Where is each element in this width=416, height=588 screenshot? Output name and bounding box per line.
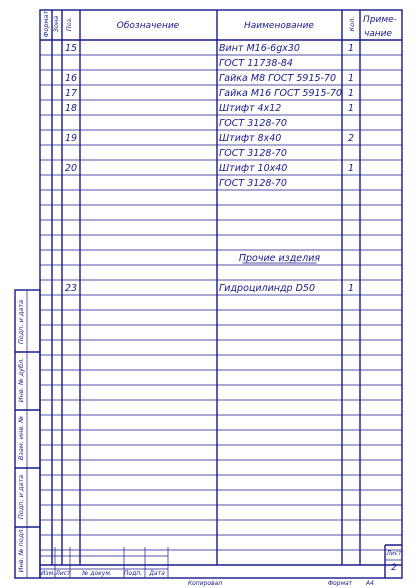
title-sheet-number: 2 <box>391 563 397 573</box>
footer-format-label: Формат <box>327 580 353 587</box>
header-zone: Зона <box>52 15 60 33</box>
row-qty: 1 <box>347 43 355 54</box>
header-name: Наименование <box>244 21 314 31</box>
row-name: Гайка М8 ГОСТ 5915-70 <box>219 73 337 84</box>
row-qty: 1 <box>347 73 355 84</box>
title-izm: Изм. <box>40 570 56 577</box>
side-label-sign-date-2: Подп. и дата <box>17 474 25 520</box>
header-pos: Поз. <box>65 16 73 32</box>
header-designation: Обозначение <box>116 21 180 31</box>
row-name: ГОСТ 3128-70 <box>219 178 287 189</box>
footer-format-value: А4 <box>366 580 374 587</box>
row-pos: 23 <box>65 283 78 294</box>
row-qty: 1 <box>347 88 355 99</box>
row-pos: 18 <box>65 103 78 114</box>
title-sheet-label: Лист <box>386 550 402 557</box>
row-pos: 15 <box>65 43 78 54</box>
side-label-sign-date-1: Подп. и дата <box>17 299 25 345</box>
section-title: Прочие изделия <box>238 253 321 264</box>
table-header <box>42 11 397 39</box>
header-qty: Кол. <box>348 16 356 32</box>
row-name: Гидроцилиндр D50 <box>219 283 315 294</box>
row-qty: 1 <box>347 283 355 294</box>
row-name: Штифт 10х40 <box>219 163 288 174</box>
binding-strip <box>17 300 25 573</box>
table-body <box>65 43 354 294</box>
side-label-dup-inventory: Инв. № дубл. <box>17 357 25 403</box>
row-name: ГОСТ 11738-84 <box>219 58 293 69</box>
row-name: ГОСТ 3128-70 <box>219 118 287 129</box>
row-name: Штифт 4х12 <box>219 103 282 114</box>
row-name: Гайка М16 ГОСТ 5915-70 <box>219 88 343 99</box>
header-note-line2: чание <box>363 29 393 39</box>
row-name: Штифт 8х40 <box>219 133 282 144</box>
title-list: Лист <box>55 570 71 577</box>
row-qty: 1 <box>347 103 355 114</box>
title-date: Дата <box>149 570 165 577</box>
title-doc: № докум. <box>82 570 112 577</box>
row-qty: 1 <box>347 163 355 174</box>
row-pos: 17 <box>65 88 78 99</box>
header-note-line1: Приме- <box>363 15 397 25</box>
row-pos: 19 <box>65 133 78 144</box>
sheet-footer <box>188 580 374 587</box>
row-pos: 16 <box>65 73 78 84</box>
side-label-replace-inventory: Взам. инв. № <box>17 415 25 461</box>
footer-copied: Копировал <box>187 580 223 587</box>
row-name: Винт М16-6gх30 <box>219 43 300 54</box>
row-pos: 20 <box>65 163 78 174</box>
title-block <box>41 550 402 577</box>
side-label-orig-inventory: Инв. № подл. <box>17 527 25 573</box>
title-sign: Подп. <box>123 570 143 577</box>
header-format: Формат <box>42 10 50 38</box>
row-qty: 2 <box>347 133 355 144</box>
row-name: ГОСТ 3128-70 <box>219 148 287 159</box>
